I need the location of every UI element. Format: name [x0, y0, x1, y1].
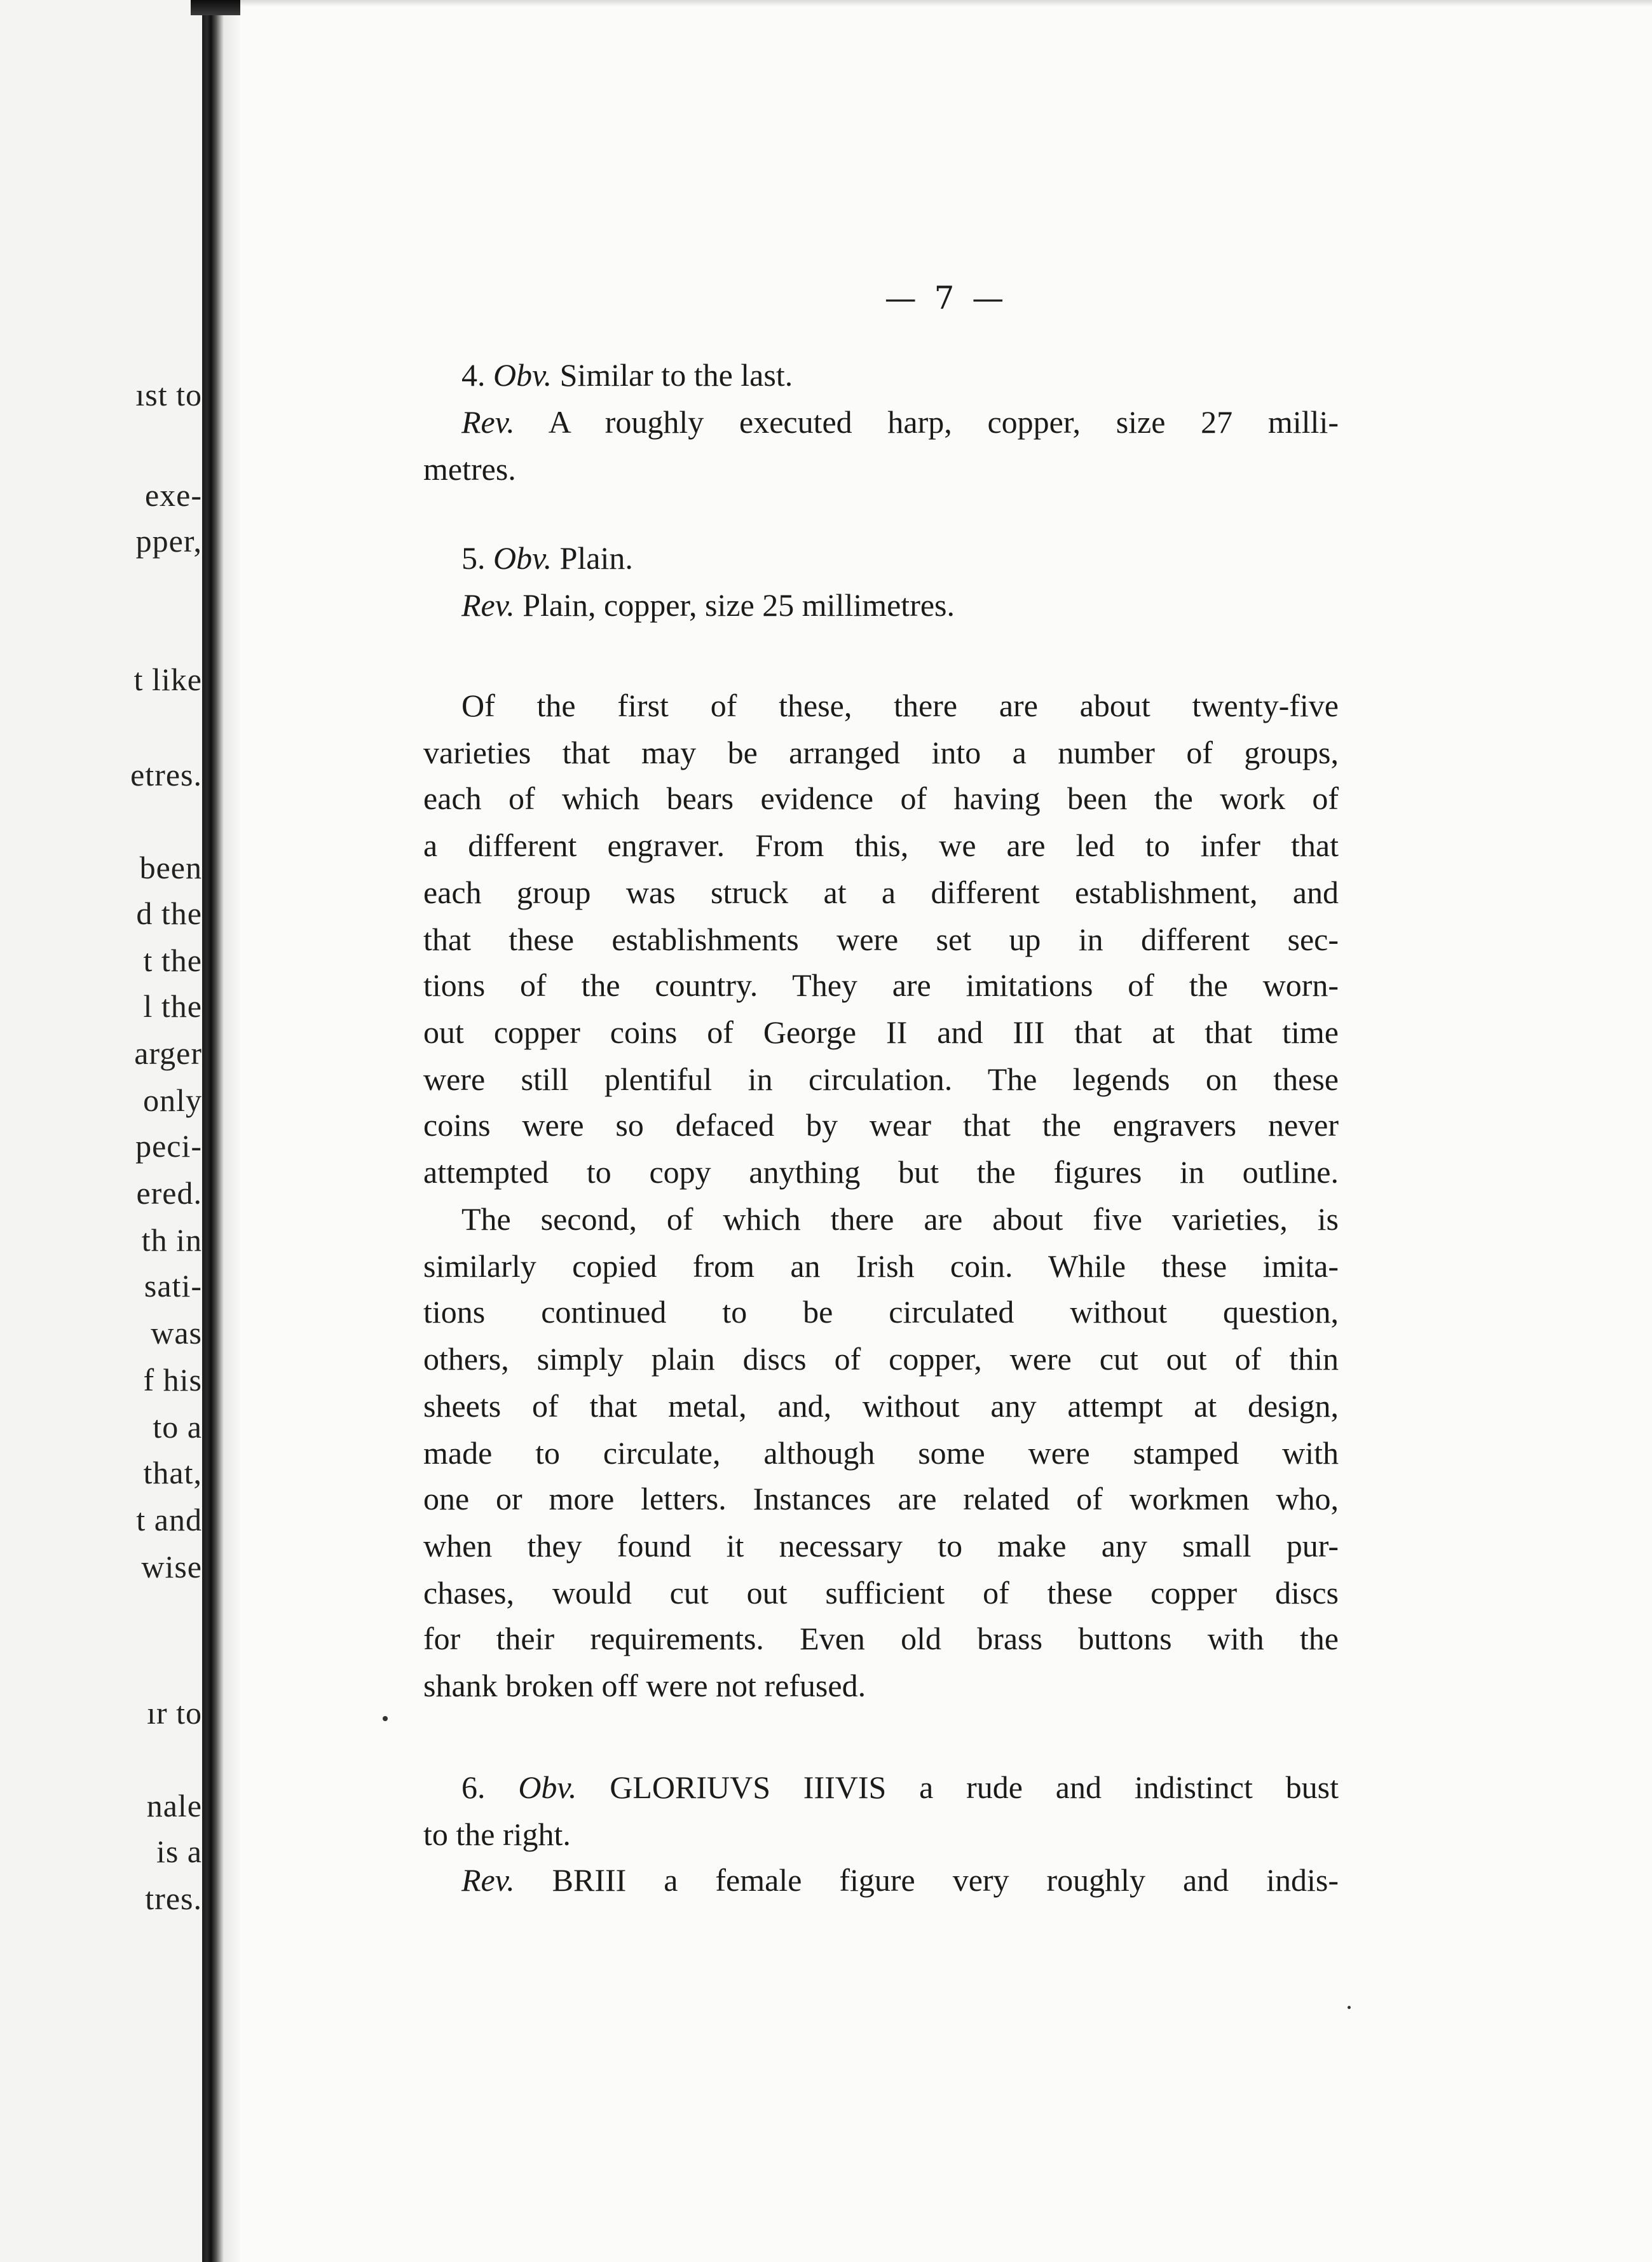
left-page-line: peci-: [135, 1128, 202, 1164]
book-binding-gutter: [202, 0, 240, 2262]
paragraph-1-line: coins were so defaced by wear that the engravers never: [423, 1107, 1339, 1143]
entry-number: 6.: [461, 1769, 486, 1805]
left-page-line: l the: [143, 988, 202, 1024]
left-page-line: ered.: [136, 1175, 202, 1211]
paragraph-1-line: varieties that may be arranged into a number of groups,: [423, 735, 1339, 770]
left-page-line: to a: [153, 1409, 202, 1445]
entry-5-obverse: [461, 539, 1339, 577]
obverse-text: GLORIUVS IIIVIS a rude and indistinct bust: [610, 1769, 1339, 1805]
right-page: [240, 0, 1652, 2262]
obverse-text: Similar to the last.: [559, 357, 793, 393]
left-page-line: t and: [136, 1502, 202, 1537]
obverse-text: Plain.: [559, 540, 633, 576]
left-page-line: arger: [134, 1035, 202, 1071]
left-page-line: tres.: [145, 1881, 202, 1916]
paragraph-1-line: each group was struck at a different establishment, and: [423, 875, 1339, 910]
paragraph-2-line: shank broken off were not refused.: [423, 1668, 866, 1703]
reverse-text: Plain, copper, size 25 millimetres.: [522, 587, 955, 623]
reverse-label: Rev.: [461, 1862, 515, 1898]
entry-5-reverse: [461, 586, 955, 624]
left-page-line: f his: [143, 1362, 202, 1398]
reverse-label: Rev.: [461, 404, 515, 440]
paper-speck: [1348, 2006, 1351, 2009]
left-page-line: that,: [143, 1455, 202, 1490]
left-page-line: exe-: [144, 477, 202, 513]
paper-speck: [383, 1716, 388, 1721]
paragraph-2-line: chases, would cut out sufficient of these copper discs: [423, 1575, 1339, 1611]
left-page-line: been: [139, 850, 202, 885]
paragraph-1-line: were still plentiful in circulation. The legends on these: [423, 1061, 1339, 1097]
entry-4-reverse: [461, 403, 1339, 441]
page-number: — 7 —: [884, 280, 1008, 317]
paragraph-1-line: tions of the country. They are imitations of the worn-: [423, 967, 1339, 1003]
entry-number: 5.: [461, 540, 486, 576]
entry-number: 4.: [461, 357, 486, 393]
left-page-line: t like: [133, 662, 202, 697]
page-top-edge: [240, 0, 1652, 6]
left-page-line: ır to: [147, 1695, 202, 1731]
left-page-line: pper,: [135, 523, 202, 559]
paragraph-2-line: tions continued to be circulated without question,: [423, 1294, 1339, 1330]
paragraph-1-line: out copper coins of George II and III that at that time: [423, 1014, 1339, 1050]
paragraph-2-line: for their requirements. Even old brass buttons with the: [423, 1621, 1339, 1656]
reverse-label: Rev.: [461, 587, 515, 623]
paragraph-2-line: others, simply plain discs of copper, were cut out of thin: [423, 1341, 1339, 1377]
paragraph-1-line: that these establishments were set up in different sec-: [423, 922, 1339, 957]
entry-6-obverse-cont: to the right.: [423, 1816, 571, 1852]
entry-4-reverse-cont: metres.: [423, 451, 516, 487]
paragraph-2-line: when they found it necessary to make any small pur-: [423, 1528, 1339, 1564]
paragraph-1-line: Of the first of these, there are about twenty-five: [461, 688, 1339, 723]
left-page-line: only: [143, 1082, 202, 1118]
reverse-text: A roughly executed harp, copper, size 27 milli-: [548, 404, 1339, 440]
paragraph-2-line: one or more letters. Instances are related of workmen who,: [423, 1481, 1339, 1516]
obverse-label: Obv.: [493, 540, 552, 576]
left-page-line: nale: [146, 1788, 202, 1823]
obverse-label: Obv.: [518, 1769, 577, 1805]
left-page-line: d the: [136, 896, 202, 931]
left-page-line: wise: [141, 1549, 202, 1584]
entry-4-obverse: [461, 356, 1339, 394]
left-page-line: was: [151, 1315, 202, 1351]
left-page-line: t the: [143, 943, 202, 978]
left-page-line: ıst to: [135, 377, 202, 412]
entry-6-obverse: [461, 1768, 1339, 1806]
obverse-label: Obv.: [493, 357, 552, 393]
left-page-line: etres.: [130, 757, 202, 793]
paragraph-2-line: sheets of that metal, and, without any attempt at design,: [423, 1388, 1339, 1424]
paragraph-1-line: a different engraver. From this, we are led to infer that: [423, 828, 1339, 863]
reverse-text: BRIII a female figure very roughly and indis-: [552, 1862, 1339, 1898]
entry-6-reverse: [461, 1861, 1339, 1899]
paragraph-2-line: made to circulate, although some were stamped with: [423, 1435, 1339, 1471]
left-page-fragment: [0, 0, 202, 2262]
paragraph-1-line: attempted to copy anything but the figures in outline.: [423, 1154, 1339, 1190]
left-page-line: th in: [141, 1222, 202, 1258]
paragraph-2-line: The second, of which there are about five varieties, is: [461, 1201, 1339, 1237]
left-page-line: is a: [156, 1834, 202, 1869]
paragraph-1-line: each of which bears evidence of having been the work of: [423, 780, 1339, 816]
paragraph-2-line: similarly copied from an Irish coin. While these imita-: [423, 1248, 1339, 1284]
left-page-line: sati-: [144, 1268, 202, 1304]
